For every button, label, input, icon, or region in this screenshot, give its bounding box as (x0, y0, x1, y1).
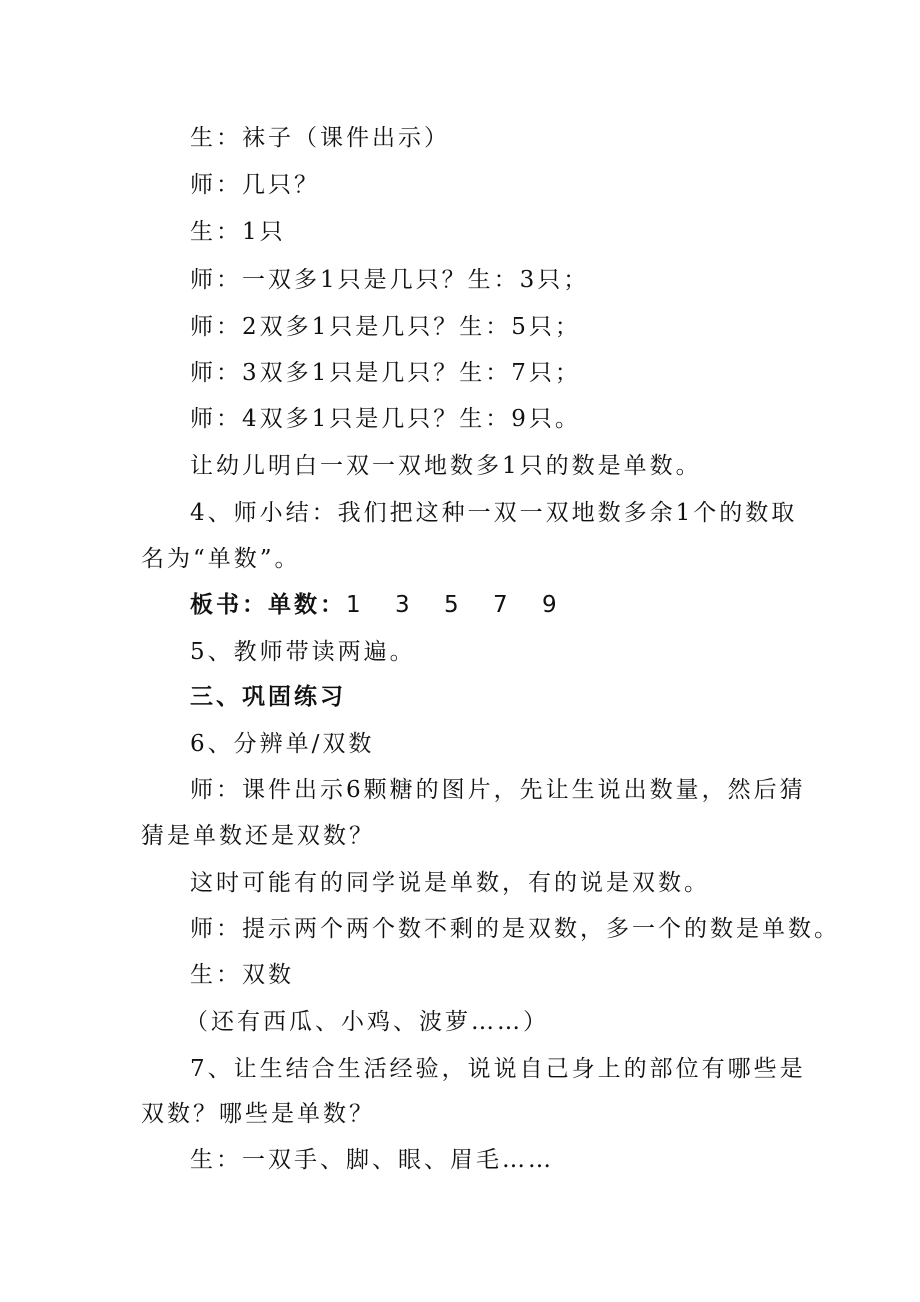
paragraph-line: 名为“单数”。 (141, 546, 301, 572)
board-number: 5 (444, 592, 462, 618)
paragraph-line: 7、让生结合生活经验，说说自己身上的部位有哪些是 (190, 1056, 806, 1082)
dialogue-line: 师：3双多1只是几只？生：7只； (190, 360, 581, 386)
dialogue-line: 师：2双多1只是几只？生：5只； (190, 314, 581, 340)
paragraph-line: 4、师小结：我们把这种一双一双地数多余1个的数取 (190, 500, 798, 526)
board-writing (190, 588, 591, 622)
paragraph-line: （还有西瓜、小鸡、波萝……） (185, 1009, 549, 1035)
dialogue-line: 生：袜子（课件出示） (190, 125, 450, 151)
paragraph-line: 师：提示两个两个数不剩的是双数，多一个的数是单数。 (190, 916, 840, 942)
dialogue-line: 师：一双多1只是几只？生：3只； (190, 267, 590, 293)
dialogue-line: 生：双数 (190, 962, 294, 988)
paragraph-line: 双数？哪些是单数？ (141, 1101, 375, 1127)
dialogue-line: 师：几只？ (190, 172, 320, 198)
paragraph-line: 猜是单数还是双数？ (141, 823, 375, 849)
paragraph-line: 让幼儿明白一双一双地数多1只的数是单数。 (190, 453, 702, 479)
paragraph-line: 师：课件出示6颗糖的图片，先让生说出数量，然后猜 (190, 777, 806, 803)
board-label: 板书：单数： (190, 592, 346, 618)
dialogue-line: 师：4双多1只是几只？生：9只。 (190, 406, 581, 432)
board-number: 9 (542, 592, 560, 618)
paragraph-line: 这时可能有的同学说是单数，有的说是双数。 (190, 870, 710, 896)
paragraph-line: 6、分辨单/双数 (190, 731, 375, 757)
paragraph-line: 5、教师带读两遍。 (190, 639, 416, 665)
section-heading: 三、巩固练习 (190, 684, 346, 710)
board-number: 7 (493, 592, 511, 618)
board-number: 1 (346, 592, 364, 618)
dialogue-line: 生：1只 (190, 219, 286, 245)
dialogue-line: 生：一双手、脚、眼、眉毛…… (190, 1147, 554, 1173)
board-number: 3 (395, 592, 413, 618)
